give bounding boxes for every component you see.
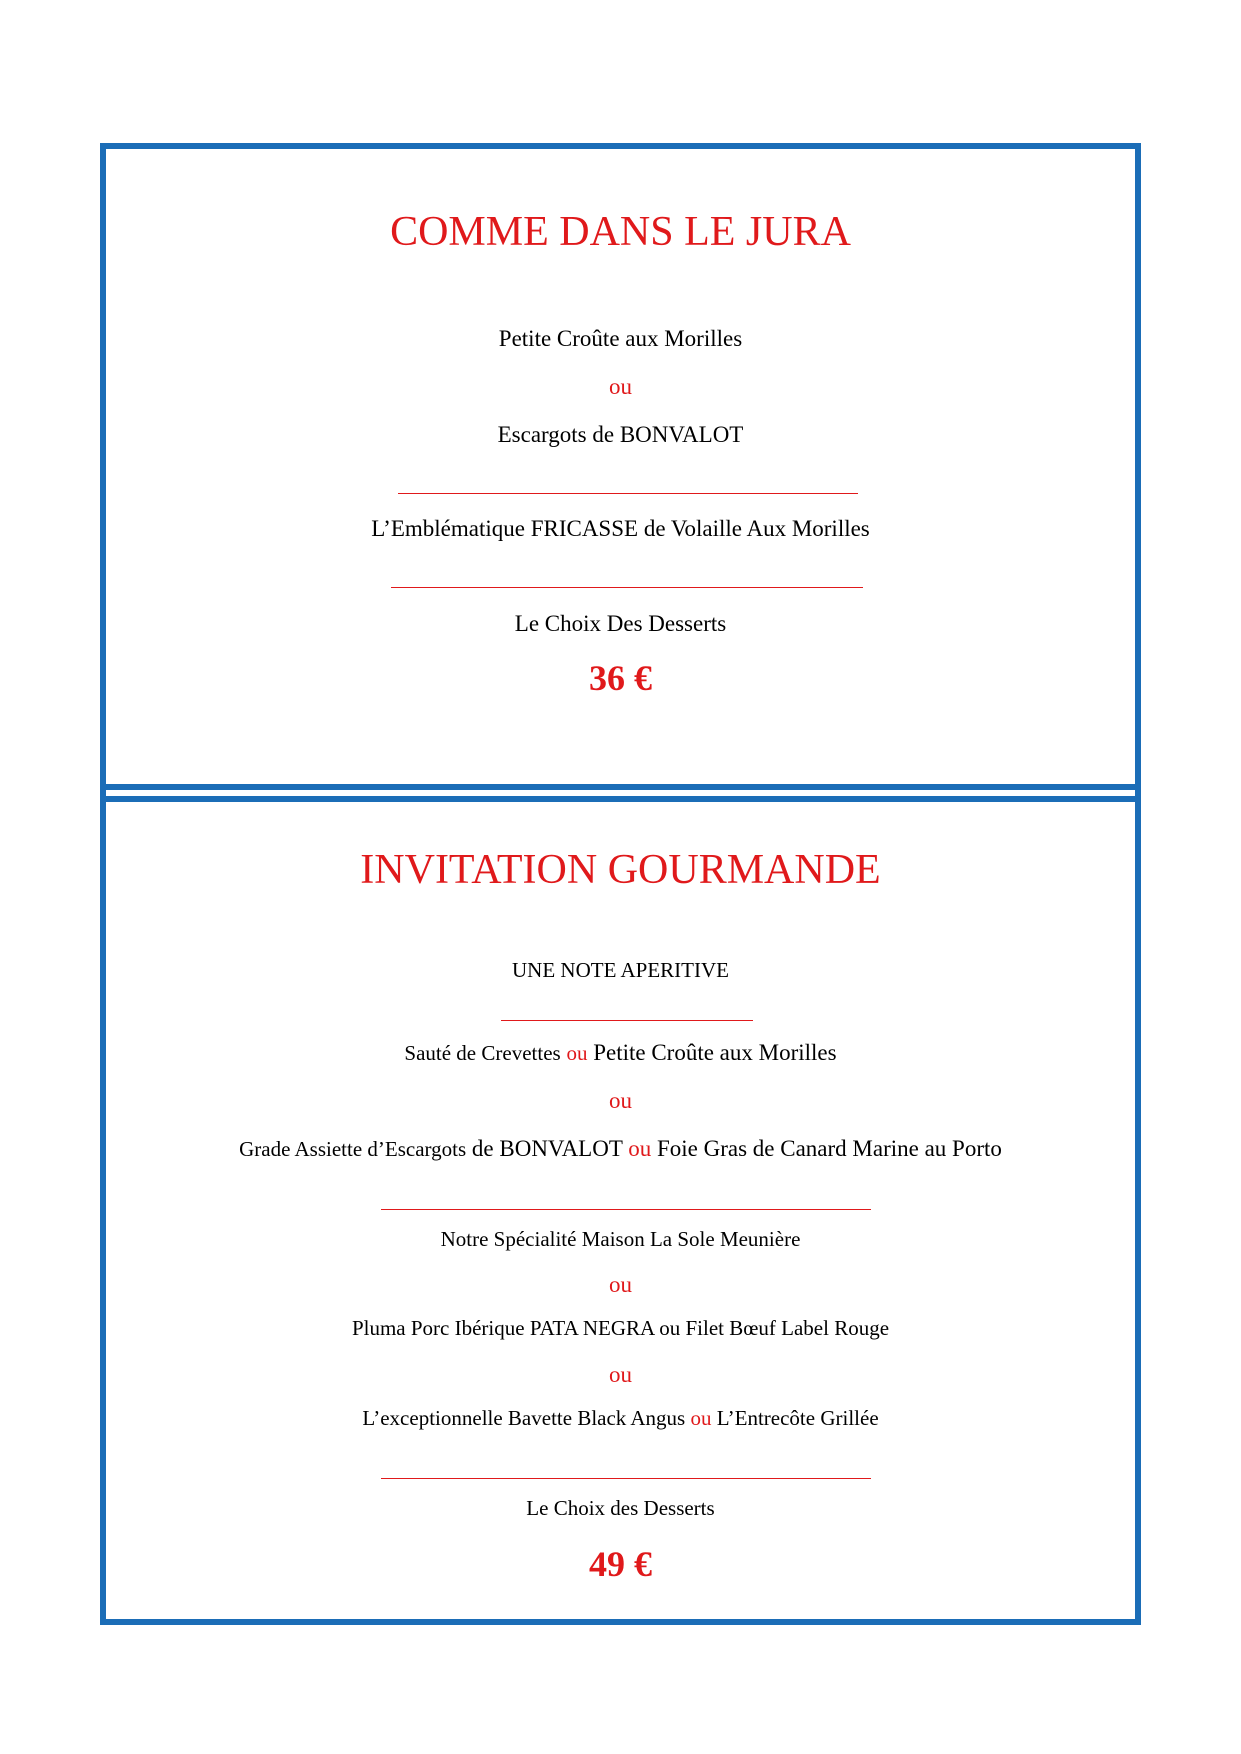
starter-option: Sauté de Crevettes <box>404 1041 561 1065</box>
starter-row <box>106 1041 1135 1064</box>
or-separator: ou <box>609 374 632 399</box>
main-course-item: Notre Spécialité Maison La Sole Meunière <box>440 1227 801 1251</box>
starter-item: Escargots de BONVALOT <box>497 422 744 447</box>
menu-title: INVITATION GOURMANDE <box>360 847 881 893</box>
menu-price: 49 € <box>589 1544 652 1584</box>
starter-option: Petite Croûte aux Morilles <box>593 1040 837 1065</box>
starter-option: Grade Assiette d’Escargots <box>239 1137 467 1161</box>
course-divider <box>381 1478 871 1479</box>
aperitif-item: UNE NOTE APERITIVE <box>512 958 729 982</box>
dessert-item: Le Choix des Desserts <box>526 1496 715 1520</box>
starter-item: Petite Croûte aux Morilles <box>498 326 743 351</box>
or-separator: ou <box>609 1088 632 1113</box>
starter-option: Foie Gras de Canard Marine au Porto <box>656 1136 1002 1161</box>
course-divider <box>381 1209 871 1210</box>
main-course-item: Pluma Porc Ibérique PATA NEGRA ou Filet Bœuf Label Rouge <box>351 1316 890 1340</box>
course-divider <box>501 1020 753 1021</box>
course-divider <box>398 493 858 494</box>
or-separator: ou <box>609 1362 632 1387</box>
menu-card-jura <box>100 143 1141 802</box>
starter-option: de BONVALOT <box>471 1136 623 1161</box>
dessert-item: Le Choix Des Desserts <box>514 611 727 636</box>
main-course-row <box>106 1408 1135 1429</box>
menu-title: COMME DANS LE JURA <box>390 209 851 255</box>
menu-price: 36 € <box>589 658 652 698</box>
or-separator: ou <box>609 1272 632 1297</box>
or-separator: ou <box>690 1406 712 1430</box>
course-divider <box>391 587 863 588</box>
menu-card-gourmande <box>100 784 1141 1625</box>
starter-row <box>106 1137 1135 1160</box>
or-separator: ou <box>566 1041 588 1065</box>
or-separator: ou <box>628 1136 652 1161</box>
main-course-item: L’Emblématique FRICASSE de Volaille Aux Morilles <box>371 516 870 541</box>
main-course-option: L’Entrecôte Grillée <box>716 1406 879 1430</box>
main-course-option: L’exceptionnelle Bavette Black Angus <box>362 1406 686 1430</box>
